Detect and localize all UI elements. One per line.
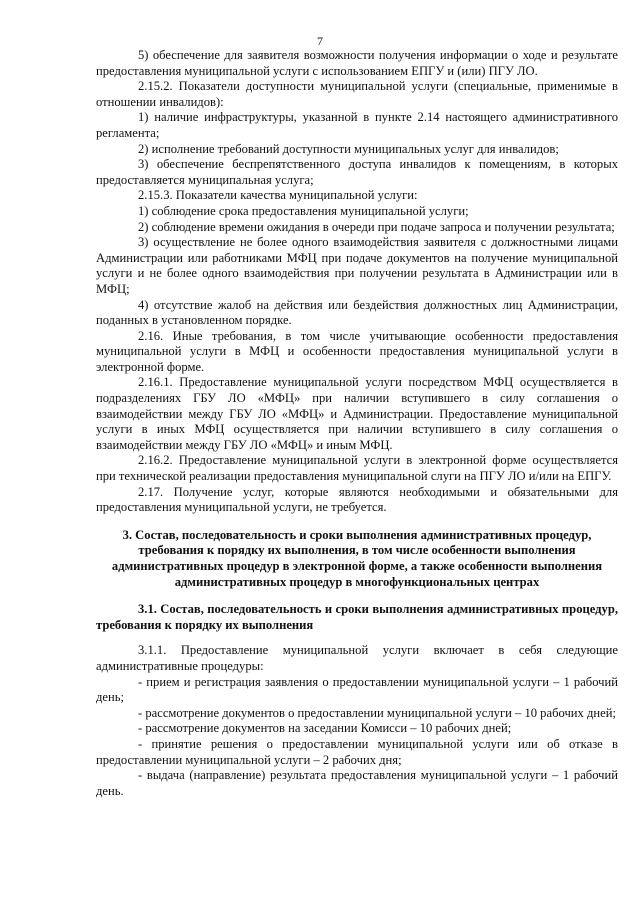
list-item: - рассмотрение документов на заседании Комисси – 10 рабочих дней; — [138, 721, 512, 736]
paragraph: 2.16.2. Предоставление муниципальной услуги в электронной форме осуществляется при технической реализации предоставления муниципальной слуги на ПГУ ЛО и/или на ЕПГУ. — [96, 453, 618, 484]
paragraph: 2.16. Иные требования, в том числе учитывающие особенности предоставления муниципальной услуги в МФЦ и особенности предоставления муниципальной услуги в электронной форме. — [96, 328, 618, 374]
page-number: 7 — [317, 34, 323, 48]
list-item: - рассмотрение документов о предоставлении муниципальной услуги – 10 рабочих дней; — [138, 705, 616, 720]
paragraph: 2.15.3. Показатели качества муниципальной услуги: — [138, 188, 418, 203]
paragraph: 3) осуществление не более одного взаимодействия заявителя с должностными лицами Администрации или работниками МФЦ при подаче документов на получение муниципальной услуги и не более одного взаимодействия при получении результата в Администрации или в МФЦ; — [96, 235, 618, 296]
list-item: - выдача (направление) результата предоставления муниципальной услуги – 1 рабочий день. — [96, 768, 618, 798]
paragraph: 1) наличие инфраструктуры, указанной в пункте 2.14 настоящего административного регламента; — [96, 110, 618, 140]
paragraph: 1) соблюдение срока предоставления муниципальной услуги; — [138, 203, 469, 218]
document-body — [96, 48, 618, 799]
list-item: - прием и регистрация заявления о предоставлении муниципальной услуги – 1 рабочий день; — [96, 674, 618, 705]
section-heading: 3. Состав, последовательность и сроки выполнения административных процедур, требования к порядку их выполнения, в том числе особенности выполнения административных процедур в электронной форме, а также особенности выполнения административных процедур в многофункциональных центрах — [111, 527, 603, 589]
subsection-heading: 3.1. Состав, последовательность и сроки выполнения административных процедур, требования к порядку их выполнения — [96, 602, 618, 632]
paragraph: 2) исполнение требований доступности муниципальных услуг для инвалидов; — [138, 141, 559, 156]
list-item: - принятие решения о предоставлении муниципальной услуги или об отказе в предоставлении муниципальной услуги – 2 рабочих дня; — [96, 736, 618, 767]
paragraph: 2.17. Получение услуг, которые являются необходимыми и обязательными для предоставления муниципальной услуги, не требуется. — [96, 484, 618, 515]
paragraph: 2.15.2. Показатели доступности муниципальной услуги (специальные, применимые в отношении инвалидов): — [96, 79, 618, 109]
paragraph: 2) соблюдение времени ожидания в очереди при подаче запроса и получении результата; — [138, 219, 615, 234]
paragraph: 3.1.1. Предоставление муниципальной услуги включает в себя следующие административные процедуры: — [96, 643, 618, 673]
paragraph: 2.16.1. Предоставление муниципальной услуги посредством МФЦ осуществляется в подразделениях ГБУ ЛО «МФЦ» при наличии вступившего в силу соглашения о взаимодействии между ГБУ ЛО «МФЦ» и Администрации. Предоставление муниципальной услуги в иных МФЦ осуществляется при наличии вступившего в силу соглашения о взаимодействии между ГБУ ЛО «МФЦ» и иным МФЦ. — [96, 375, 618, 452]
paragraph: 5) обеспечение для заявителя возможности получения информации о ходе и результате предоставления муниципальной услуги с использованием ЕПГУ и (или) ПГУ ЛО. — [96, 48, 618, 78]
paragraph: 4) отсутствие жалоб на действия или бездействия должностных лиц Администрации, поданных в установленном порядке. — [96, 297, 618, 328]
paragraph: 3) обеспечение беспрепятственного доступа инвалидов к помещениям, в которых предоставляется муниципальная услуга; — [96, 157, 618, 187]
